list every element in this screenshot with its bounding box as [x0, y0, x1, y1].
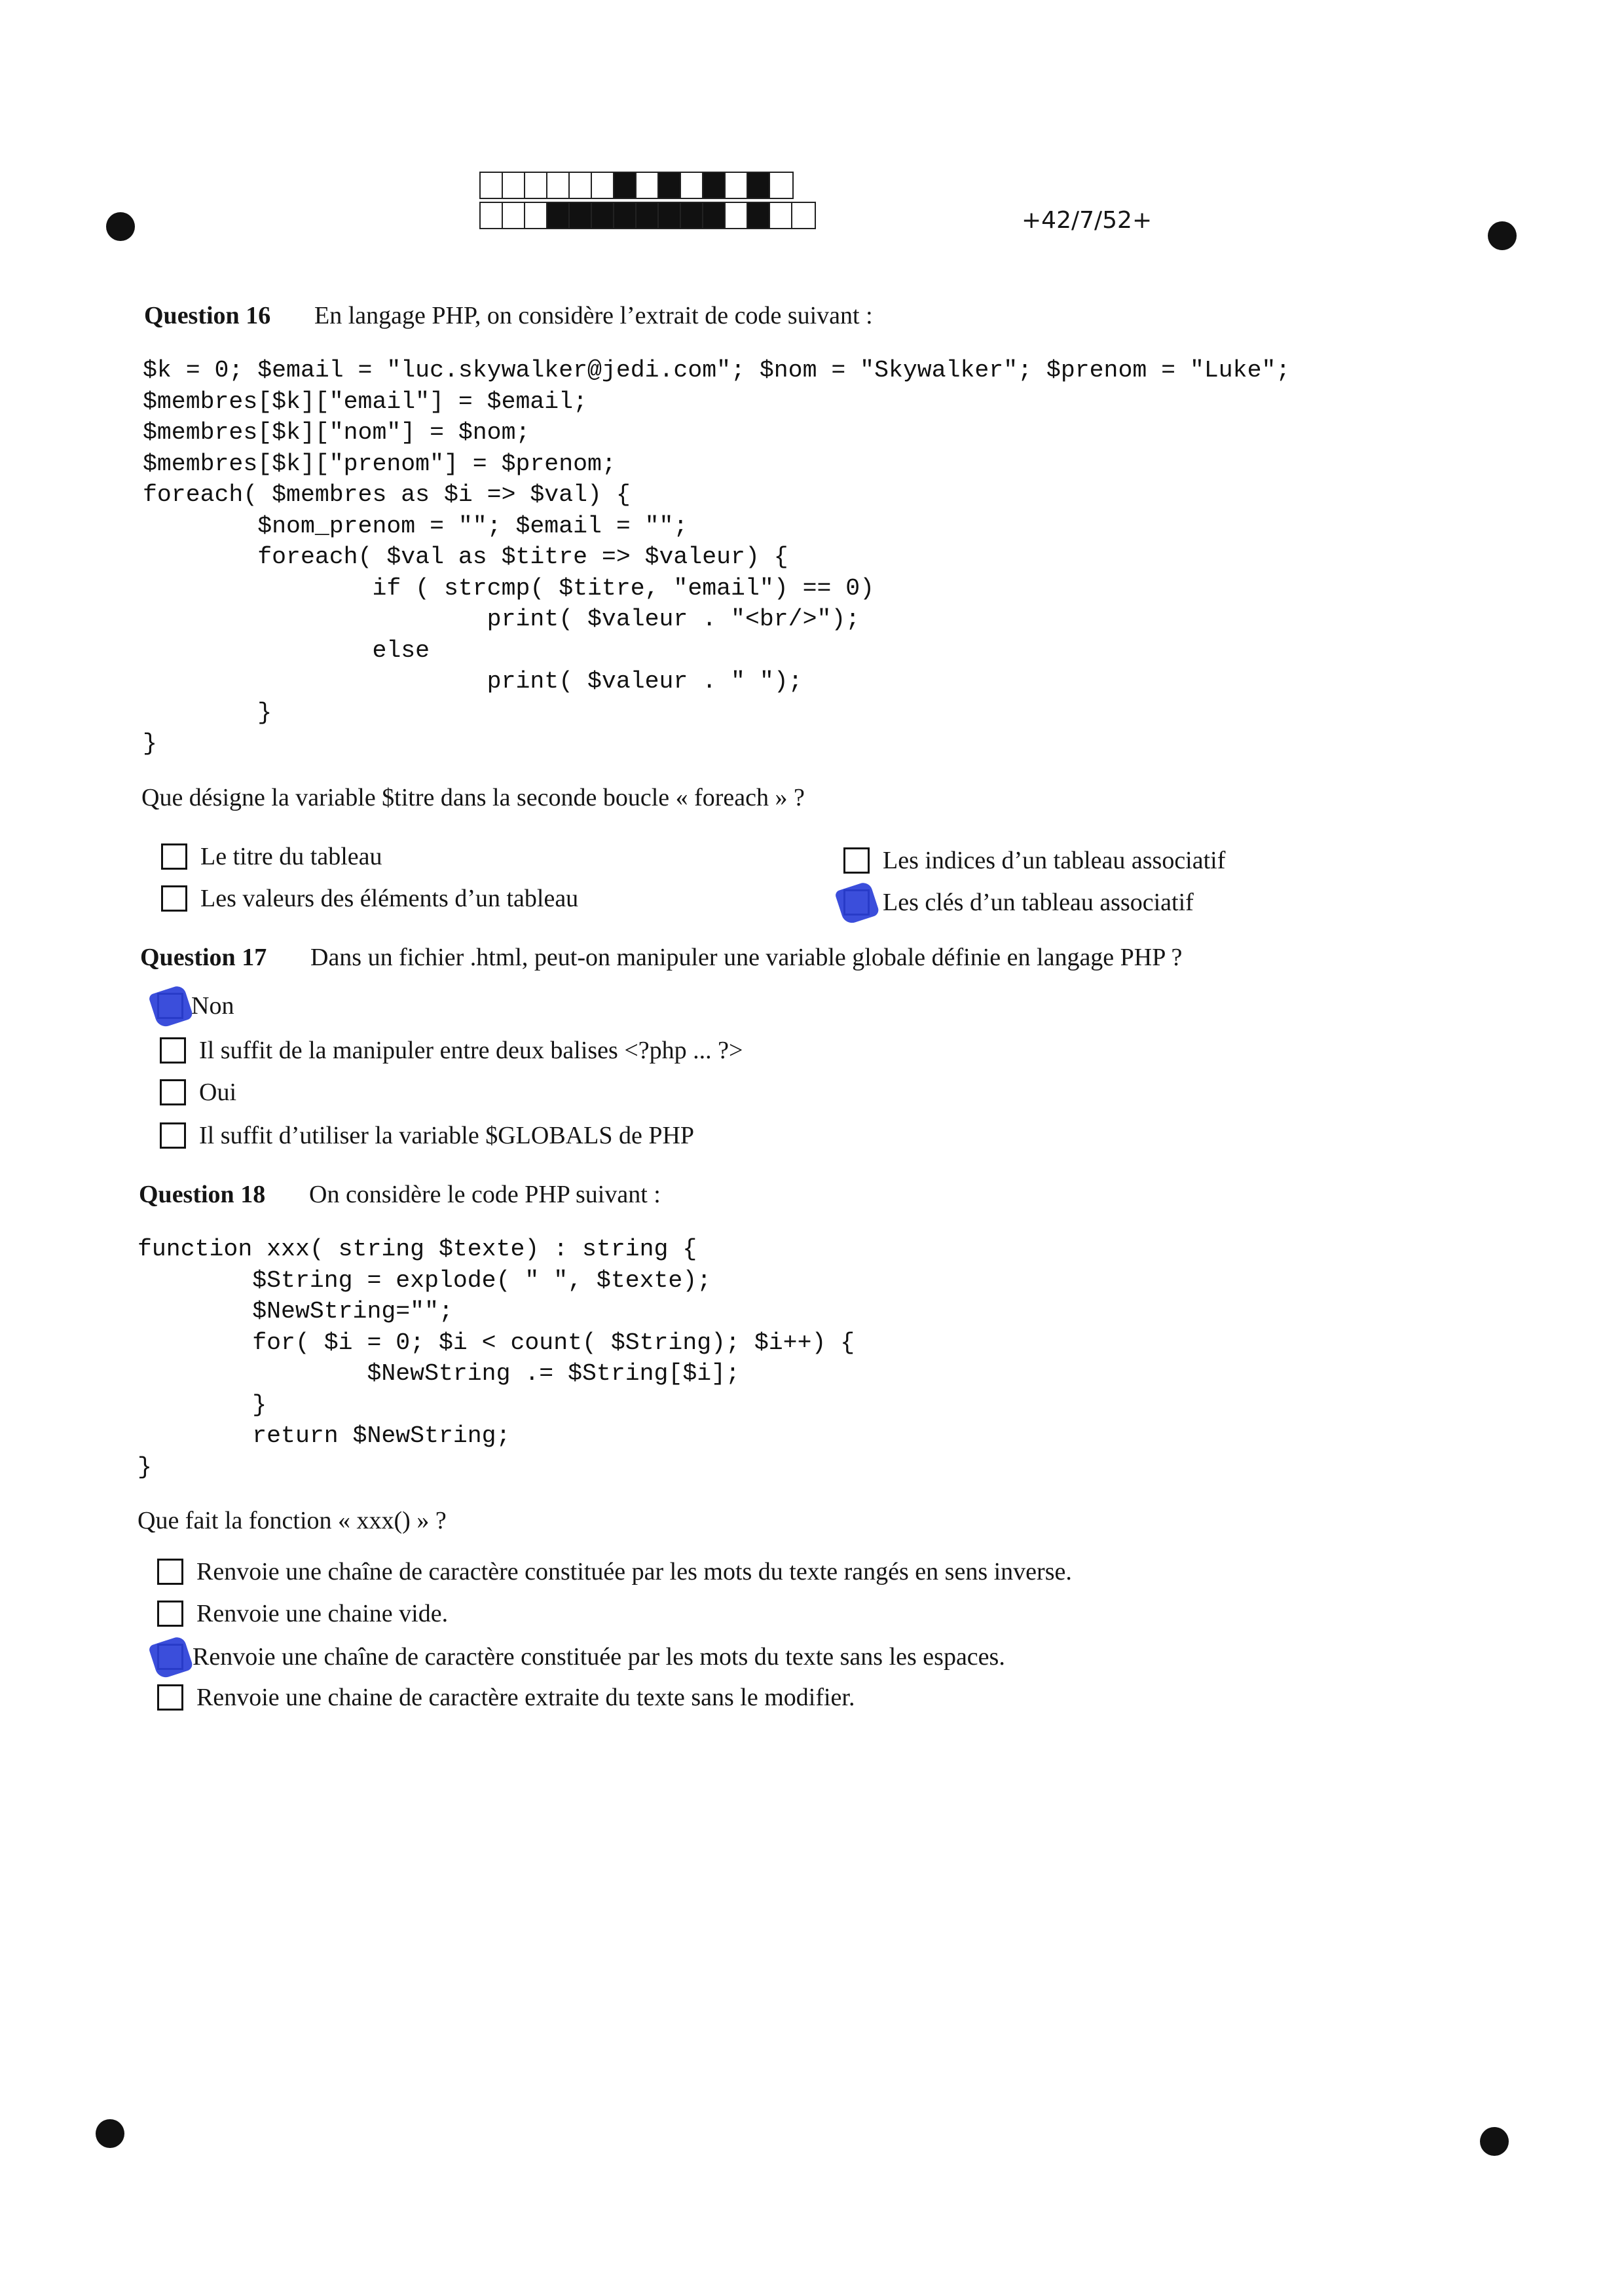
q16-option-3-checkbox[interactable]: [843, 847, 870, 874]
q18-option-1[interactable]: [157, 1557, 1072, 1586]
question-18-code: function xxx( string $texte) : string { $String = explode( " ", $texte); $NewString=""; for( $i = 0; $i < count( $String); $i++) { $NewString .= $String[$i]; } return $NewString; }: [138, 1236, 855, 1481]
q16-option-2-checkbox[interactable]: [161, 885, 187, 912]
barcode-cell: [503, 173, 525, 198]
question-18-header: [139, 1180, 661, 1209]
barcode-cell: [681, 173, 703, 198]
q18-option-3-checkbox-checked[interactable]: [157, 1644, 183, 1670]
barcode-cell: [525, 203, 547, 228]
question-17-number: Question 17: [140, 944, 267, 971]
q17-option-2-checkbox[interactable]: [160, 1037, 186, 1064]
q17-option-1-label: Non: [191, 992, 234, 1020]
barcode-cell: [770, 173, 792, 198]
q18-option-4-checkbox[interactable]: [157, 1684, 183, 1711]
question-17-intro: Dans un fichier .html, peut-on manipuler une variable globale définie en langage PHP ?: [310, 944, 1183, 971]
barcode-cell: [726, 173, 748, 198]
q18-option-2[interactable]: [157, 1599, 448, 1628]
question-16-number: Question 16: [144, 302, 271, 329]
q16-option-2-label: Les valeurs des éléments d’un tableau: [200, 885, 579, 912]
barcode-cell: [703, 203, 726, 228]
barcode-cell: [570, 203, 592, 228]
q16-option-2[interactable]: [161, 884, 578, 913]
barcode-cell: [481, 173, 503, 198]
barcode-cell: [614, 203, 637, 228]
barcode-row-2: [479, 202, 816, 229]
q17-option-3-label: Oui: [199, 1079, 236, 1106]
question-16-code: $k = 0; $email = "luc.skywalker@jedi.com"; $nom = "Skywalker"; $prenom = "Luke"; $membres[$k]["email"] = $email; $membres[$k]["nom"] = $nom; $membres[$k]["prenom"] = $prenom; foreach( $membres as $i => $val) { $nom_prenom = ""; $email = ""; foreach( $val as $titre => $valeur) { if ( strcmp( $titre, "email") == 0) print( $valeur . "<br/>"); else print( $valeur . " "); } }: [143, 357, 1291, 757]
barcode-cell: [681, 203, 703, 228]
barcode-cell: [792, 203, 815, 228]
barcode-cell: [637, 173, 659, 198]
q18-option-3-label: Renvoie une chaîne de caractère constituée par les mots du texte sans les espaces.: [193, 1643, 1005, 1671]
registration-mark-bottom-left: [96, 2119, 124, 2148]
q18-option-4[interactable]: [157, 1683, 855, 1712]
q16-option-3[interactable]: [843, 846, 1225, 875]
barcode-cell: [547, 173, 570, 198]
barcode-row-1: [479, 172, 794, 199]
barcode-cell: [748, 173, 770, 198]
q16-option-4[interactable]: [843, 888, 1194, 917]
barcode-cell: [614, 173, 637, 198]
barcode-cell: [481, 203, 503, 228]
barcode-cell: [703, 173, 726, 198]
q17-option-1[interactable]: [157, 991, 234, 1020]
question-16-intro: En langage PHP, on considère l’extrait de code suivant :: [314, 302, 873, 329]
question-18-prompt: Que fait la fonction « xxx() » ?: [138, 1507, 447, 1534]
q18-option-1-checkbox[interactable]: [157, 1559, 183, 1585]
barcode-cell: [748, 203, 770, 228]
q17-option-1-checkbox-checked[interactable]: [157, 993, 183, 1019]
q18-option-2-checkbox[interactable]: [157, 1601, 183, 1627]
q18-option-3[interactable]: [157, 1642, 1005, 1671]
barcode-cell: [547, 203, 570, 228]
question-18-intro: On considère le code PHP suivant :: [309, 1181, 661, 1208]
q18-option-2-label: Renvoie une chaine vide.: [196, 1600, 449, 1627]
q16-option-1[interactable]: [161, 842, 382, 871]
question-17-header: [140, 943, 1182, 972]
registration-mark-top-left: [106, 212, 135, 241]
q17-option-4-checkbox[interactable]: [160, 1122, 186, 1149]
barcode-cell: [525, 173, 547, 198]
q16-option-1-label: Le titre du tableau: [200, 843, 382, 870]
barcode-cell: [770, 203, 792, 228]
q17-option-2[interactable]: [160, 1036, 743, 1065]
q17-option-4-label: Il suffit d’utiliser la variable $GLOBALS de PHP: [199, 1122, 695, 1149]
question-16-header: [144, 301, 873, 330]
q16-option-4-checkbox-checked[interactable]: [843, 889, 870, 916]
barcode-cell: [659, 173, 681, 198]
q16-option-3-label: Les indices d’un tableau associatif: [883, 847, 1226, 874]
barcode-cell: [726, 203, 748, 228]
copy-id: +42/7/52+: [1022, 207, 1153, 234]
registration-mark-top-right: [1488, 221, 1517, 250]
q17-option-3-checkbox[interactable]: [160, 1079, 186, 1105]
barcode-cell: [659, 203, 681, 228]
q17-option-2-label: Il suffit de la manipuler entre deux balises <?php ... ?>: [199, 1037, 743, 1064]
question-18-number: Question 18: [139, 1181, 266, 1208]
q17-option-3[interactable]: [160, 1078, 236, 1107]
barcode-cell: [592, 203, 614, 228]
registration-mark-bottom-right: [1480, 2127, 1509, 2156]
barcode-cell: [637, 203, 659, 228]
q16-option-4-label: Les clés d’un tableau associatif: [883, 889, 1194, 916]
q17-option-4[interactable]: [160, 1121, 694, 1150]
q18-option-4-label: Renvoie une chaine de caractère extraite du texte sans le modifier.: [196, 1684, 855, 1711]
barcode-cell: [592, 173, 614, 198]
barcode-cell: [503, 203, 525, 228]
q16-option-1-checkbox[interactable]: [161, 843, 187, 870]
question-16-prompt: Que désigne la variable $titre dans la seconde boucle « foreach » ?: [141, 784, 805, 811]
q18-option-1-label: Renvoie une chaîne de caractère constituée par les mots du texte rangés en sens inverse.: [196, 1558, 1072, 1585]
barcode-cell: [570, 173, 592, 198]
